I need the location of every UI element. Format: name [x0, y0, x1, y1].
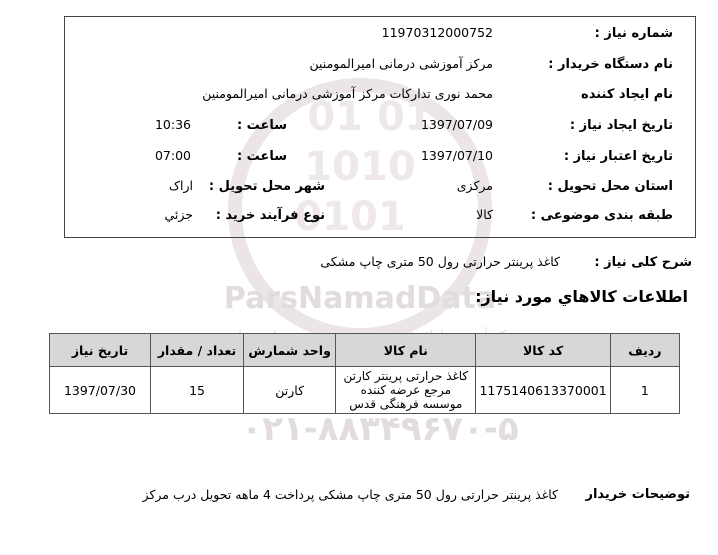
need-number-label: شماره نیاز :: [594, 26, 673, 41]
buyer-org-value: مرکز آموزشی درمانی امیرالمومنین: [309, 56, 493, 71]
cell-row-number: 1: [610, 367, 679, 414]
summary-value: کاغذ پرینتر حرارتی رول 50 متری چاپ مشکی: [320, 254, 560, 269]
items-table: [49, 333, 680, 414]
header-item-code: کد کالا: [476, 334, 610, 367]
created-date-label: تاریخ ایجاد نیاز :: [569, 118, 673, 133]
validity-time-label: ساعت :: [236, 149, 287, 164]
header-unit: واحد شمارش: [244, 334, 336, 367]
cell-item-code: 1175140613370001: [476, 367, 610, 414]
header-quantity: تعداد / مقدار: [150, 334, 243, 367]
summary-label: شرح کلی نیاز :: [594, 255, 692, 270]
city-value: اراک: [168, 178, 193, 193]
validity-date-label: تاریخ اعتبار نیاز :: [563, 149, 673, 164]
buyer-org-label: نام دستگاه خریدار :: [548, 57, 673, 72]
watermark-phone: ۰۲۱-۸۸۳۴۹۶۷۰-۵: [241, 409, 519, 449]
creator-value: محمد نوری تدارکات مرکز آموزشی درمانی امیرالمومنین: [202, 86, 493, 101]
city-label: شهر محل تحویل :: [208, 179, 325, 194]
buyer-notes-value: کاغذ پرینتر حرارتی رول 50 متری چاپ مشکی پرداخت 4 ماهه تحویل درب مرکز: [142, 487, 558, 502]
cell-item-name: کاغذ حرارتی پرینتر کارتن مرجع عرضه کننده موسسه فرهنگی قدس: [336, 367, 476, 414]
header-row-number: ردیف: [610, 334, 679, 367]
watermark-binary-2: 1010: [304, 144, 416, 190]
cell-need-date: 1397/07/30: [50, 367, 151, 414]
category-value: کالا: [476, 207, 493, 222]
created-time-label: ساعت :: [236, 118, 287, 133]
need-number-value: 11970312000752: [381, 25, 493, 40]
created-time-value: 10:36: [154, 117, 191, 132]
header-item-name: نام کالا: [336, 334, 476, 367]
items-section-title: اطلاعات كالاهاي مورد نياز:: [475, 287, 688, 306]
need-info-box: [64, 16, 696, 238]
cell-quantity: 15: [150, 367, 243, 414]
category-label: طبقه بندی موضوعی :: [530, 208, 673, 223]
buyer-notes-label: توضیحات خریدار: [585, 487, 690, 502]
validity-time-value: 07:00: [154, 148, 191, 163]
process-value: جزئي: [164, 207, 193, 222]
watermark-binary-3: 0101: [294, 194, 406, 240]
watermark-binary-1: 01 01: [307, 94, 433, 140]
process-label: نوع فرآیند خرید :: [215, 208, 325, 223]
table-row: [50, 367, 680, 414]
validity-date-value: 1397/07/10: [420, 148, 493, 163]
province-label: استان محل تحویل :: [547, 179, 673, 194]
cell-unit: کارتن: [244, 367, 336, 414]
province-value: مرکزی: [456, 178, 493, 193]
creator-label: نام ایجاد کننده: [581, 87, 673, 102]
created-date-value: 1397/07/09: [420, 117, 493, 132]
table-header-row: [50, 334, 680, 367]
watermark-brand: ParsNamadData: [223, 281, 497, 316]
header-need-date: تاریخ نیاز: [50, 334, 151, 367]
